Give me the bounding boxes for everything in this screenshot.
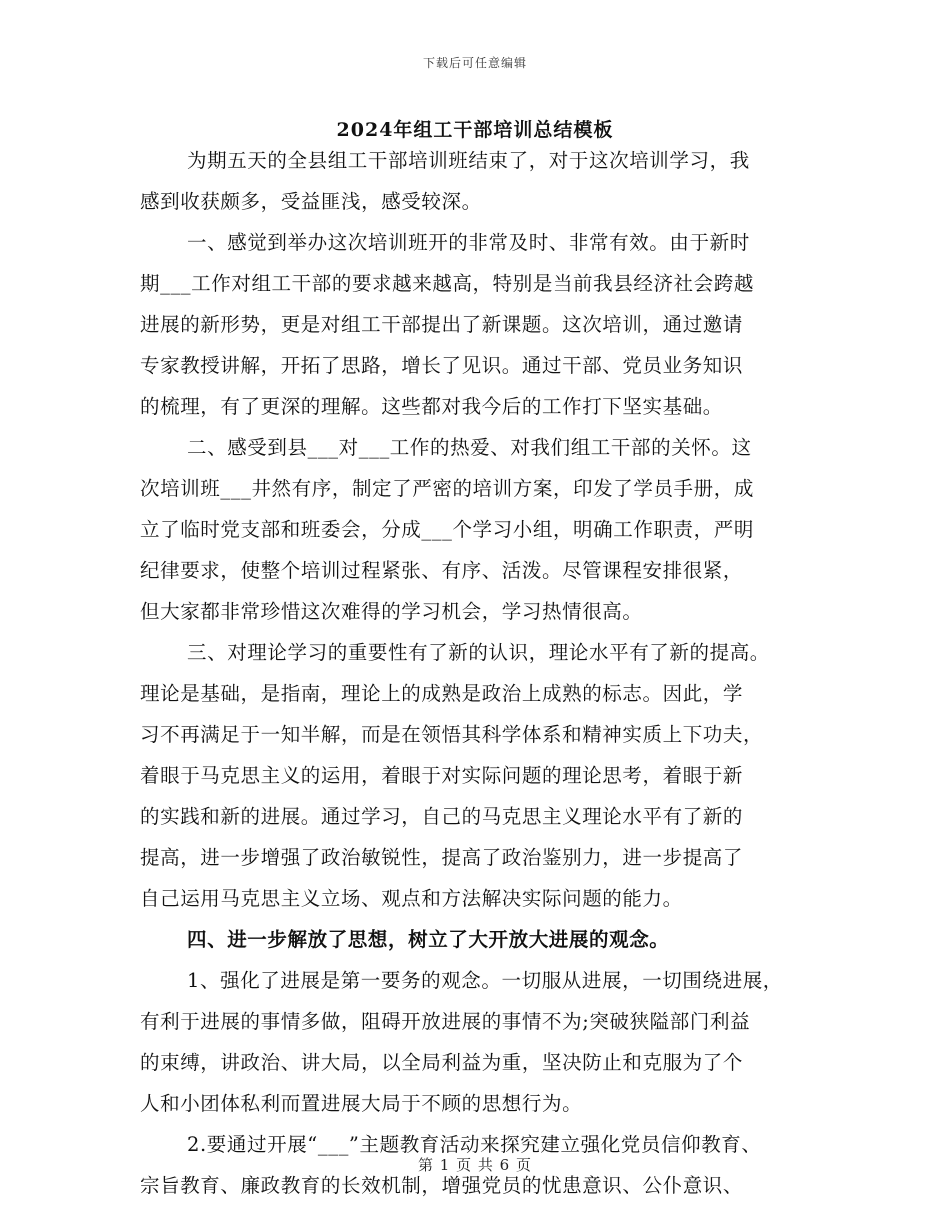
body-line: 1、强化了进展是第一要务的观念。一切服从进展，一切围绕进展，: [187, 969, 783, 992]
body-line: 进展的新形势，更是对组工干部提出了新课题。这次培训，通过邀请: [140, 313, 744, 336]
body-line: 提高，进一步增强了政治敏锐性，提高了政治鉴别力，进一步提高了: [140, 846, 744, 869]
body-line: 理论是基础，是指南，理论上的成熟是政治上成熟的标志。因此，学: [140, 682, 744, 705]
body-line: 有利于进展的事情多做，阻碍开放进展的事情不为;突破狭隘部门利益: [140, 1010, 751, 1033]
body-line: 专家教授讲解，开拓了思路，增长了见识。通过干部、党员业务知识: [140, 354, 744, 377]
body-line: 习不再满足于一知半解，而是在领悟其科学体系和精神实质上下功夫，: [140, 723, 764, 746]
body-line: 的束缚，讲政治、讲大局，以全局利益为重，坚决防止和克服为了个: [140, 1051, 744, 1074]
body-line: 期___工作对组工干部的要求越来越高，特别是当前我县经济社会跨越: [140, 272, 754, 295]
body-line: 人和小团体私利而置进展大局于不顾的思想行为。: [140, 1092, 583, 1115]
body-line: 自己运用马克思主义立场、观点和方法解决实际问题的能力。: [140, 887, 683, 910]
body-line: 的梳理，有了更深的理解。这些都对我今后的工作打下坚实基础。: [140, 395, 723, 418]
body-line: 为期五天的全县组工干部培训班结束了，对于这次培训学习，我: [187, 149, 750, 172]
body-line: 的实践和新的进展。通过学习，自己的马克思主义理论水平有了新的: [140, 805, 744, 828]
body-line: 感到收获颇多，受益匪浅，感受较深。: [140, 190, 482, 213]
document-title: 2024年组工干部培训总结模板: [336, 119, 614, 141]
body-line: 但大家都非常珍惜这次难得的学习机会，学习热情很高。: [140, 600, 643, 623]
header-note: 下载后可任意编辑: [422, 56, 527, 70]
body-line: 次培训班___井然有序，制定了严密的培训方案，印发了学员手册，成: [140, 477, 754, 500]
body-line: 一、感觉到举办这次培训班开的非常及时、非常有效。由于新时: [187, 231, 750, 254]
body-line: 2.要通过开展“___”主题教育活动来探究建立强化党员信仰教育、: [187, 1133, 762, 1156]
section-heading: 四、进一步解放了思想，树立了大开放大进展的观念。: [187, 928, 670, 951]
body-line: 宗旨教育、廉政教育的长效机制，增强党员的忧患意识、公仆意识、: [140, 1174, 744, 1197]
body-line: 着眼于马克思主义的运用，着眼于对实际问题的理论思考，着眼于新: [140, 764, 744, 787]
page-number-footer: 第 1 页 共 6 页: [418, 1156, 532, 1174]
body-line: 立了临时党支部和班委会，分成___个学习小组，明确工作职责，严明: [140, 518, 754, 541]
body-line: 三、对理论学习的重要性有了新的认识，理论水平有了新的提高。: [187, 641, 770, 664]
body-line: 纪律要求，使整个培训过程紧张、有序、活泼。尽管课程安排很紧，: [140, 559, 744, 582]
body-line: 二、感受到县___对___工作的热爱、对我们组工干部的关怀。这: [187, 436, 752, 459]
